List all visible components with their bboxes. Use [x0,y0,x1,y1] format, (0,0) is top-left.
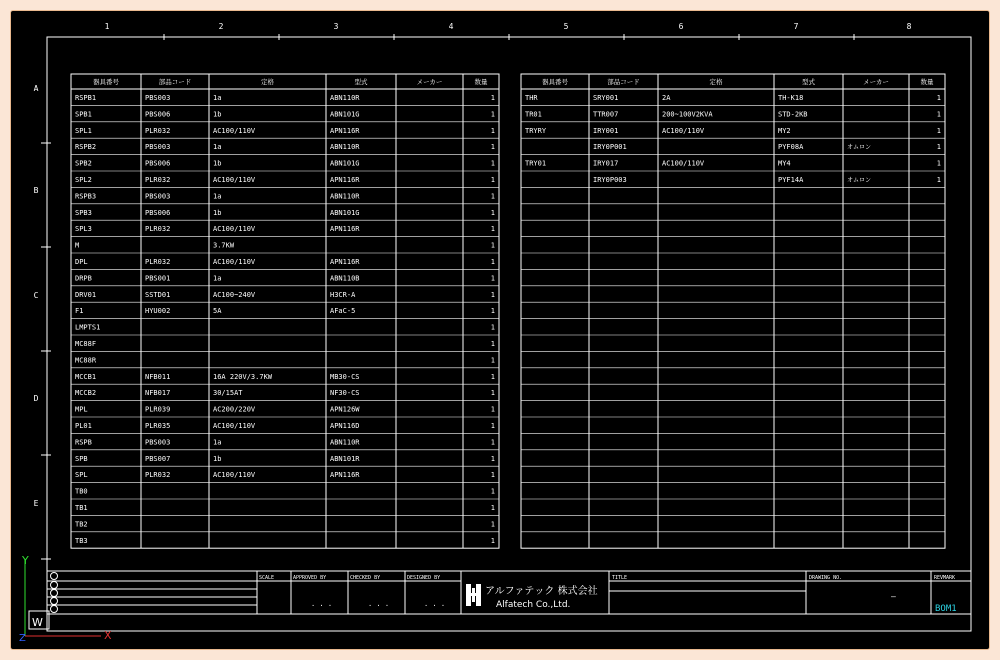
table-cell: 1 [490,487,495,496]
table-header-cell: 定格 [709,78,723,86]
table-cell: PBS003 [145,143,171,152]
drawing-sheet[interactable] [11,11,989,649]
table-cell: 1 [490,307,495,316]
table-cell: DRV01 [75,290,97,299]
table-cell: TB2 [75,520,88,529]
table-cell: SPL [75,471,88,480]
table-cell: RSPB2 [75,143,97,152]
table-cell: APN126W [330,405,360,414]
table-cell: TTR007 [593,110,619,119]
column-marker: 4 [448,22,454,31]
table-cell: APN116R [330,176,360,184]
table-cell: オムロン [847,177,872,184]
table-header-cell: 数量 [474,78,488,86]
revmark-value: BOM1 [935,604,957,614]
table-cell: SPB3 [75,208,92,217]
table-cell: PBS006 [145,159,171,168]
table-cell: PBS003 [145,192,171,201]
drawing-no-label: DRAWING NO. [809,575,843,581]
rev-circle [51,598,58,605]
row-marker: D [33,394,39,403]
table-cell: 1 [936,159,941,168]
table-header-cell: 定格 [261,78,274,86]
table-cell: H3CR-A [330,290,356,299]
table-cell: PBS003 [145,438,171,447]
table-cell: IRY0P001 [593,143,627,152]
table-cell: 1 [490,438,495,447]
table-cell: MCCB2 [75,389,97,398]
table-cell: 1 [490,126,495,135]
table-cell: ABN101G [330,159,360,168]
table-cell: TH-K18 [778,94,804,102]
table-cell: 1b [213,110,222,119]
table-cell: TB1 [75,504,88,512]
table-cell: 1a [213,192,222,201]
table-cell: NFB017 [145,389,171,398]
table-cell: 1 [490,471,495,480]
table-cell: 1 [936,143,941,152]
table-cell: MC88R [75,356,97,365]
rev-circle [51,582,58,589]
row-marker: C [33,291,39,300]
table-cell: SPB2 [75,159,92,168]
table-cell: 1 [490,274,495,283]
table-cell: PBS007 [145,454,171,463]
table-cell: ABN110R [330,438,360,447]
row-markers [34,84,51,559]
table-header-cell: 型式 [354,78,368,86]
table-cell: IRY017 [593,159,619,168]
table-cell: 1 [490,225,495,234]
table-cell: 5A [213,307,222,316]
table-cell: AC100~240V [213,290,256,299]
table-cell: PLR039 [145,405,171,414]
table-cell: MCCB1 [75,372,97,381]
table-cell: PLR032 [145,126,171,135]
table-cell: PYF14A [778,176,804,184]
table-cell: SPB [75,454,88,463]
table-cell: RSPB1 [75,94,97,102]
table-cell: 1 [490,405,495,414]
checked-dots: · · · [368,602,390,610]
table-cell: 16A 220V/3.7KW [213,372,273,381]
table-cell: SPL2 [75,176,92,184]
table-cell: 1 [936,126,941,135]
table-cell: AC100/110V [213,176,256,184]
table-header-cell: 型式 [802,78,815,86]
table-cell: MY4 [778,159,791,168]
table-cell: PLR032 [145,176,171,184]
table-cell: AC100/110V [662,126,705,135]
approved-label: APPROVED BY [293,575,327,581]
table-cell: RSPB3 [75,192,97,201]
column-marker: 8 [906,22,912,31]
table-cell: DPL [75,258,88,266]
designed-by-label: DESIGNED BY [407,575,441,581]
table-cell: PYF08A [778,143,804,152]
table-cell: 1 [936,94,941,102]
table-cell: SSTD01 [145,290,171,299]
table-cell: 3.7KW [213,241,235,250]
table-header-cell: 部品コード [158,78,192,86]
table-cell: ABN101R [330,454,360,463]
table-cell: 1 [490,176,495,184]
table-cell: PLR032 [145,225,171,234]
column-marker: 5 [563,22,569,31]
ucs-x-label: X [104,629,112,642]
table-cell: APN116R [330,225,360,234]
table-cell: IRY001 [593,126,619,135]
table-cell: 1 [490,422,495,430]
table-cell: 200~100V2KVA [662,110,713,119]
title-label: TITLE [612,575,628,581]
company-logo [466,584,481,606]
table-cell: 1 [490,159,495,168]
table-cell: 1 [490,290,495,299]
table-cell: 1 [490,323,495,332]
table-cell: ABN110R [330,143,360,152]
table-cell: 1 [490,340,495,348]
table-cell: 2A [662,94,671,102]
table-header-cell: 器具番号 [542,78,568,86]
table-cell: 1a [213,143,222,152]
table-cell: 1 [490,536,495,545]
table-cell: 1 [490,356,495,365]
table-cell: AC100/110V [213,126,256,135]
table-cell: AC100/110V [213,258,256,266]
table-cell: DRPB [75,274,92,283]
column-marker: 7 [793,22,799,31]
table-cell: TRYRY [525,126,547,135]
row-marker: B [33,186,39,195]
table-cell: STD-2KB [778,110,808,119]
table-cell: APN116D [330,422,360,430]
table-cell: ABN110R [330,192,360,201]
table-cell: APN116R [330,258,360,266]
scale-label: SCALE [259,575,275,581]
column-marker: 3 [333,22,339,31]
table-cell: 1 [936,176,941,184]
table-cell: SPB1 [75,110,92,119]
table-cell: AC100/110V [662,159,705,168]
table-cell: MPL [75,405,88,414]
rev-circle [51,573,58,580]
table-cell: APN116R [330,126,360,135]
table-cell: オムロン [847,144,872,152]
column-marker: 6 [678,22,684,31]
table-cell: ABN110B [330,274,360,283]
drawing-no-value: — [891,592,896,601]
company-name-jp: アルファテック 株式会社 [485,586,598,597]
table-cell: F1 [75,307,84,316]
table-cell: IRY0P003 [593,176,627,184]
table-cell: AC100/110V [213,471,256,480]
table-header-cell: メーカー [863,78,889,86]
table-header-cell: 部品コード [607,78,640,86]
title-block [47,571,971,614]
table-cell: 1 [490,110,495,119]
row-marker: A [33,84,39,93]
table-cell: SPL3 [75,225,92,234]
table-cell: 1a [213,274,222,283]
table-cell: 1a [213,438,222,447]
approved-dots: · · · [311,602,333,610]
table-cell: TRY01 [525,159,547,168]
table-cell: 1 [490,520,495,529]
ucs-w-label: W [32,616,43,629]
table-cell: 30/15AT [213,389,243,398]
table-header-cell: 数量 [920,78,934,86]
right-parts-table [521,74,945,548]
table-cell: ABN110R [330,94,360,102]
table-cell: THR [525,94,538,102]
table-border [521,74,945,548]
table-cell: MY2 [778,126,791,135]
table-cell: 1 [490,192,495,201]
drawing-border [47,37,971,631]
column-marker: 1 [104,22,110,31]
table-cell: PL01 [75,422,92,430]
column-marker: 2 [218,22,224,31]
table-cell: PBS006 [145,208,171,217]
table-cell: MC88F [75,340,97,348]
table-cell: 1a [213,94,222,102]
table-cell: TB0 [75,487,88,496]
table-cell: AC100/110V [213,422,256,430]
table-cell: NFB011 [145,372,171,381]
checked-label: CHECKED BY [350,575,381,581]
table-cell: PBS003 [145,94,171,102]
table-cell: ABN101G [330,110,360,119]
ucs-y-label: Y [22,554,29,567]
table-cell: SPL1 [75,126,92,135]
table-cell: AC100/110V [213,225,256,234]
table-cell: TB3 [75,536,88,545]
table-cell: 1 [490,208,495,217]
rev-circle [51,606,58,613]
rev-circle [51,590,58,597]
table-cell: LMPTS1 [75,323,101,332]
table-cell: 1 [490,504,495,512]
cad-viewport[interactable] [10,10,990,650]
row-marker: E [33,499,39,508]
table-cell: PBS006 [145,110,171,119]
table-cell: ABN101G [330,208,360,217]
table-cell: 1 [490,241,495,250]
designed-dots: · · · [424,602,446,610]
revmark-label: REVMARK [934,575,956,581]
table-cell: 1 [490,372,495,381]
table-cell: AC200/220V [213,405,256,414]
table-cell: PBS001 [145,274,171,283]
table-cell: 1 [490,258,495,266]
table-cell: PLR035 [145,422,171,430]
table-cell: 1 [490,389,495,398]
table-header-cell: 器具番号 [93,78,119,86]
table-cell: TR01 [525,110,542,119]
table-cell: SRY001 [593,94,619,102]
table-header-cell: メーカー [416,78,443,86]
table-cell: NF30-CS [330,389,360,398]
table-cell: 1 [490,143,495,152]
company-name-en: Alfatech Co.,Ltd. [496,600,571,610]
table-cell: PLR032 [145,258,171,266]
table-cell: PLR032 [145,471,171,480]
table-cell: 1b [213,159,222,168]
table-cell: 1b [213,208,222,217]
ucs-z-label: Z [19,633,26,644]
table-cell: 1 [490,94,495,102]
table-border [71,74,499,548]
table-cell: AFaC-5 [330,307,356,316]
table-cell: HYU002 [145,307,171,316]
left-parts-table [71,74,499,548]
table-cell: RSPB [75,438,92,447]
table-cell: M [75,241,80,250]
table-cell: MB30-CS [330,372,360,381]
table-cell: 1 [490,454,495,463]
table-cell: APN116R [330,471,360,480]
table-cell: 1b [213,454,222,463]
table-cell: 1 [936,110,941,119]
